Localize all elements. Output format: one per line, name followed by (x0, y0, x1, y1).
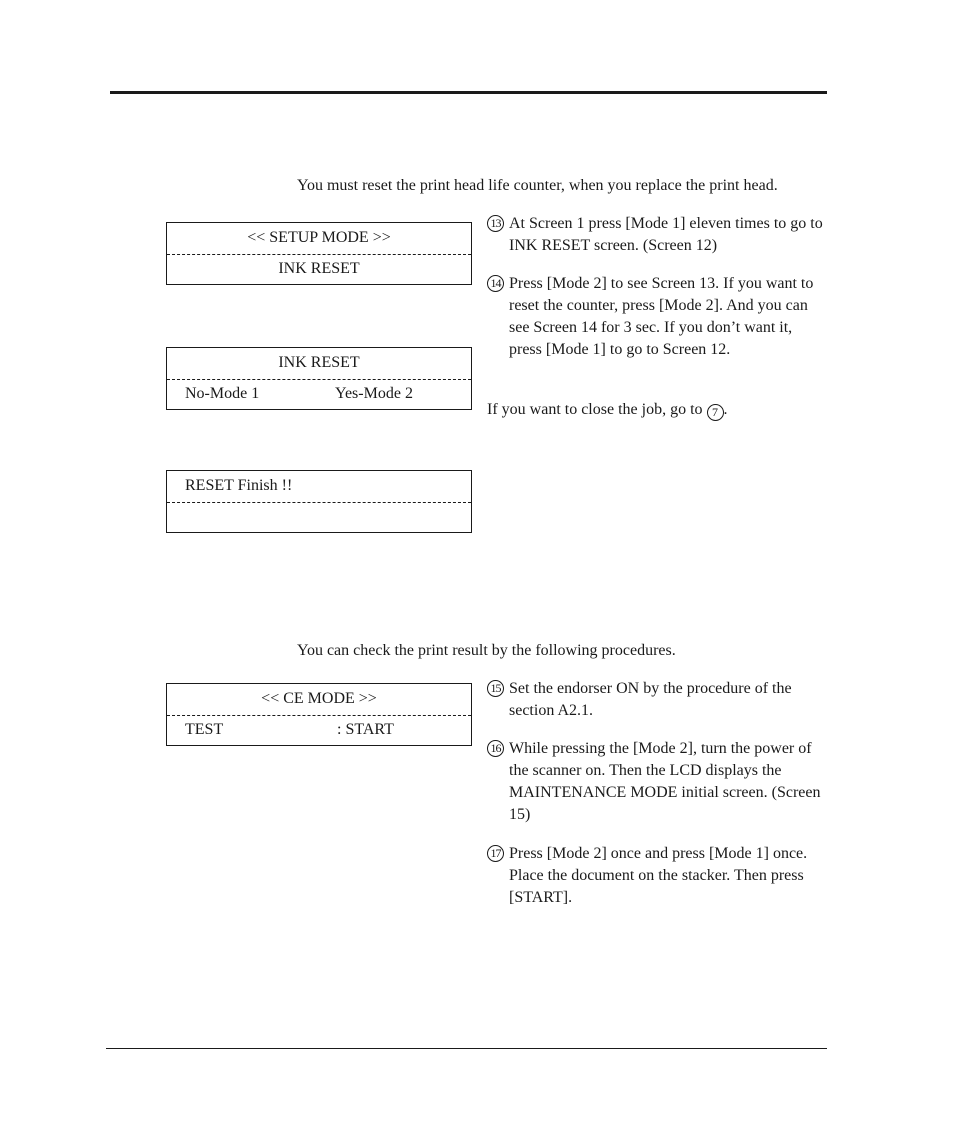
lcd-screen-13 (166, 347, 472, 410)
step-13 (487, 213, 829, 257)
lcd-screen-12 (166, 222, 472, 285)
step-15 (487, 678, 829, 722)
lcd-text: RESET Finish !! (185, 477, 293, 494)
lcd-test-label: TEST (185, 721, 224, 738)
note-punctuation: . (723, 401, 728, 418)
lcd-line-2 (167, 254, 471, 285)
step-text: Press [Mode 2] to see Screen 13. If you want to reset the counter, press [Mode 2]. And you can see Screen 14 for 3 sec. If you don’t want it, press [Mode 1] to go to Screen 12. (509, 275, 814, 358)
step-number: 14 (487, 275, 504, 292)
step-text: At Screen 1 press [Mode 1] eleven times to go to INK RESET screen. (Screen 12) (509, 215, 823, 254)
header-rule (110, 91, 827, 94)
step-number: 17 (487, 845, 504, 862)
lcd-option-yes: Yes-Mode 2 (335, 385, 413, 402)
lcd-screen-14 (166, 470, 472, 533)
lcd-line-2 (167, 502, 471, 533)
lcd-line-1 (167, 348, 471, 380)
lcd-line-1 (167, 471, 471, 503)
step-text: Press [Mode 2] once and press [Mode 1] once. Place the document on the stacker. Then press [START]. (509, 845, 808, 906)
footer-rule (106, 1048, 827, 1049)
step-text: While pressing the [Mode 2], turn the power of the scanner on. Then the LCD displays the MAINTENANCE MODE initial screen. (Screen 15) (509, 740, 821, 823)
section-intro-test: You can check the print result by the following procedures. (297, 642, 676, 659)
step-text: Set the endorser ON by the procedure of the section A2.1. (509, 680, 792, 719)
lcd-line-2 (167, 715, 471, 746)
lcd-line-1 (167, 223, 471, 255)
lcd-text: << SETUP MODE >> (247, 229, 391, 246)
lcd-text: INK RESET (278, 354, 360, 371)
step-number: 15 (487, 680, 504, 697)
step-number: 13 (487, 215, 504, 232)
lcd-text: << CE MODE >> (261, 690, 377, 707)
close-job-note (487, 399, 728, 421)
step-17 (487, 843, 829, 909)
lcd-line-1 (167, 684, 471, 716)
note-text: If you want to close the job, go to (487, 401, 703, 418)
step-reference: 7 (707, 404, 724, 421)
lcd-screen-15 (166, 683, 472, 746)
lcd-start-label: : START (337, 721, 394, 738)
lcd-line-2 (167, 379, 471, 410)
lcd-text: INK RESET (278, 260, 360, 277)
lcd-option-no: No-Mode 1 (185, 385, 260, 402)
step-number: 16 (487, 740, 504, 757)
step-16 (487, 738, 829, 826)
step-14 (487, 273, 829, 361)
section-intro-reset: You must reset the print head life counter, when you replace the print head. (297, 177, 778, 194)
